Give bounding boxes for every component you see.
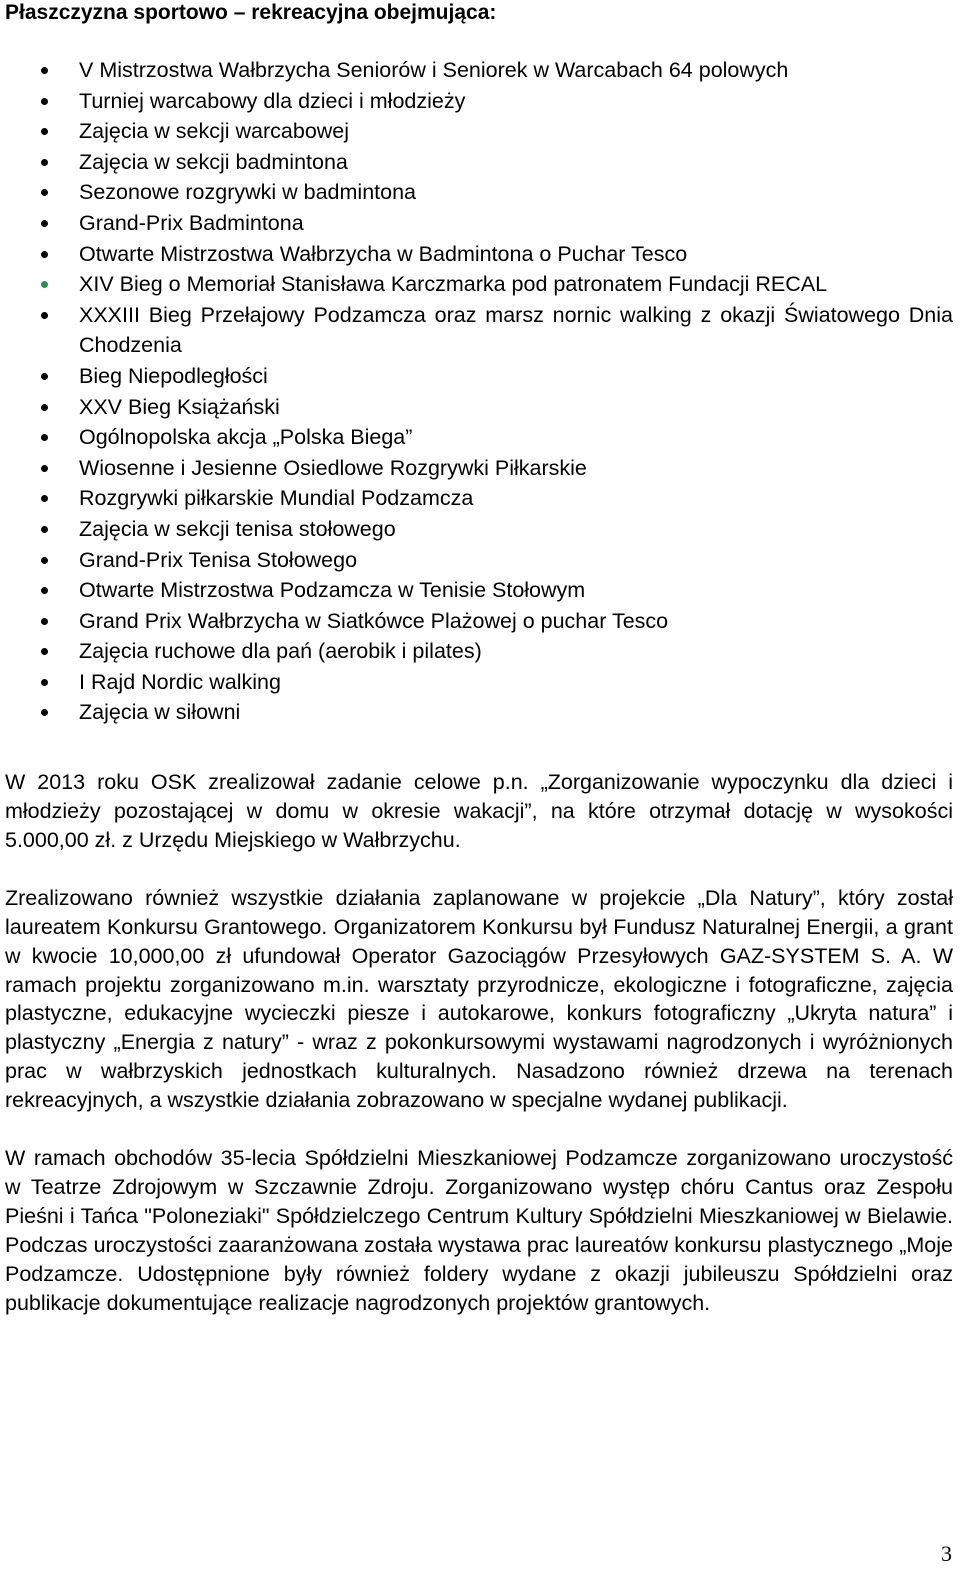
list-item: Turniej warcabowy dla dzieci i młodzieży — [5, 86, 953, 117]
list-item: Zajęcia w sekcji warcabowej — [5, 116, 953, 147]
document-page — [5, 0, 953, 1317]
list-item: Zajęcia ruchowe dla pań (aerobik i pilates) — [5, 636, 953, 667]
list-item: XXXIII Bieg Przełajowy Podzamcza oraz marsz nornic walking z okazji Światowego Dnia Chodzenia — [5, 300, 953, 361]
bullet-icon — [41, 128, 48, 135]
list-item: Zajęcia w siłowni — [5, 697, 953, 728]
bullet-icon — [41, 465, 48, 472]
list-item: XIV Bieg o Memoriał Stanisława Karczmarka pod patronatem Fundacji RECAL — [5, 269, 953, 300]
list-item: V Mistrzostwa Wałbrzycha Seniorów i Seniorek w Warcabach 64 polowych — [5, 55, 953, 86]
bullet-icon — [41, 220, 48, 227]
list-item: Ogólnopolska akcja „Polska Biega” — [5, 422, 953, 453]
bullet-icon — [41, 709, 48, 716]
bullet-icon — [41, 587, 48, 594]
list-item: XXV Bieg Książański — [5, 392, 953, 423]
bullet-icon — [41, 526, 48, 533]
bullet-icon — [41, 251, 48, 258]
list-item: Zajęcia w sekcji tenisa stołowego — [5, 514, 953, 545]
paragraph-summer-holidays: W 2013 roku OSK zrealizował zadanie celowe p.n. „Zorganizowanie wypoczynku dla dzieci i młodzieży pozostającej w domu w okresie wakacji”, na które otrzymał dotację w wysokości 5.000,00 zł. z Urzędu Miejskiego w Wałbrzychu. — [5, 770, 953, 852]
page-number: 3 — [941, 1541, 952, 1566]
bullet-icon — [41, 281, 48, 288]
list-item: Wiosenne i Jesienne Osiedlowe Rozgrywki Piłkarskie — [5, 453, 953, 484]
list-item: I Rajd Nordic walking — [5, 667, 953, 698]
paragraph-anniversary: W ramach obchodów 35-lecia Spółdzielni Mieszkaniowej Podzamcze zorganizowano uroczystość w Teatrze Zdrojowym w Szczawnie Zdroju. Zorganizowano występ chóru Cantus oraz Zespołu Pieśni i Tańca "Poloneziaki" Spółdzielczego Centrum Kultury Spółdzielni Mieszkaniowej w Bielawie. Podczas uroczystości zaaranżowana została wystawa prac laureatów konkursu plastycznego „Moje Podzamcze. Udostępnione były również foldery wydane z okazji jubileuszu Spółdzielni oraz publikacje dokumentujące realizacje nagrodzonych projektów grantowych. — [5, 1146, 953, 1315]
paragraph-dla-natury-project: Zrealizowano również wszystkie działania zaplanowane w projekcie „Dla Natury”, który został laureatem Konkursu Grantowego. Organizatorem Konkursu był Fundusz Naturalnej Energii, a grant w kwocie 10,000,00 zł ufundował Operator Gazociągów Przesyłowych GAZ-SYSTEM S. A. W ramach projektu zorganizowano m.in. warsztaty przyrodnicze, ekologiczne i fotograficzne, zajęcia plastyczne, edukacyjne wycieczki piesze i autokarowe, konkurs fotograficzny „Ukryta natura” i plastyczny „Energia z natury” - wraz z pokonkursowymi wystawami nagrodzonych i wyróżnionych prac w wałbrzyskich jednostkach kulturalnych. Nasadzono również drzewa na terenach rekreacyjnych, a wszystkie działania zobrazowano w specjalne wydanej publikacji. — [5, 885, 953, 1113]
list-item: Rozgrywki piłkarskie Mundial Podzamcza — [5, 483, 953, 514]
bullet-icon — [41, 557, 48, 564]
list-item: Grand-Prix Tenisa Stołowego — [5, 545, 953, 576]
bullet-icon — [41, 98, 48, 105]
list-item: Grand-Prix Badmintona — [5, 208, 953, 239]
section-heading: Płaszczyzna sportowo – rekreacyjna obejmująca: — [5, 1, 497, 24]
bullet-icon — [41, 373, 48, 380]
bullet-icon — [41, 67, 48, 74]
bullet-icon — [41, 312, 48, 319]
list-item: Sezonowe rozgrywki w badmintona — [5, 177, 953, 208]
bullet-icon — [41, 679, 48, 686]
bullet-icon — [41, 159, 48, 166]
bullet-icon — [41, 189, 48, 196]
bullet-icon — [41, 648, 48, 655]
list-item: Otwarte Mistrzostwa Podzamcza w Tenisie Stołowym — [5, 575, 953, 606]
list-item: Zajęcia w sekcji badmintona — [5, 147, 953, 178]
list-item: Bieg Niepodległości — [5, 361, 953, 392]
bullet-icon — [41, 618, 48, 625]
bullet-icon — [41, 434, 48, 441]
bullet-icon — [41, 404, 48, 411]
activity-list — [5, 55, 953, 728]
list-item: Otwarte Mistrzostwa Wałbrzycha w Badmintona o Puchar Tesco — [5, 239, 953, 270]
list-item: Grand Prix Wałbrzycha w Siatkówce Plażowej o puchar Tesco — [5, 606, 953, 637]
bullet-icon — [41, 495, 48, 502]
